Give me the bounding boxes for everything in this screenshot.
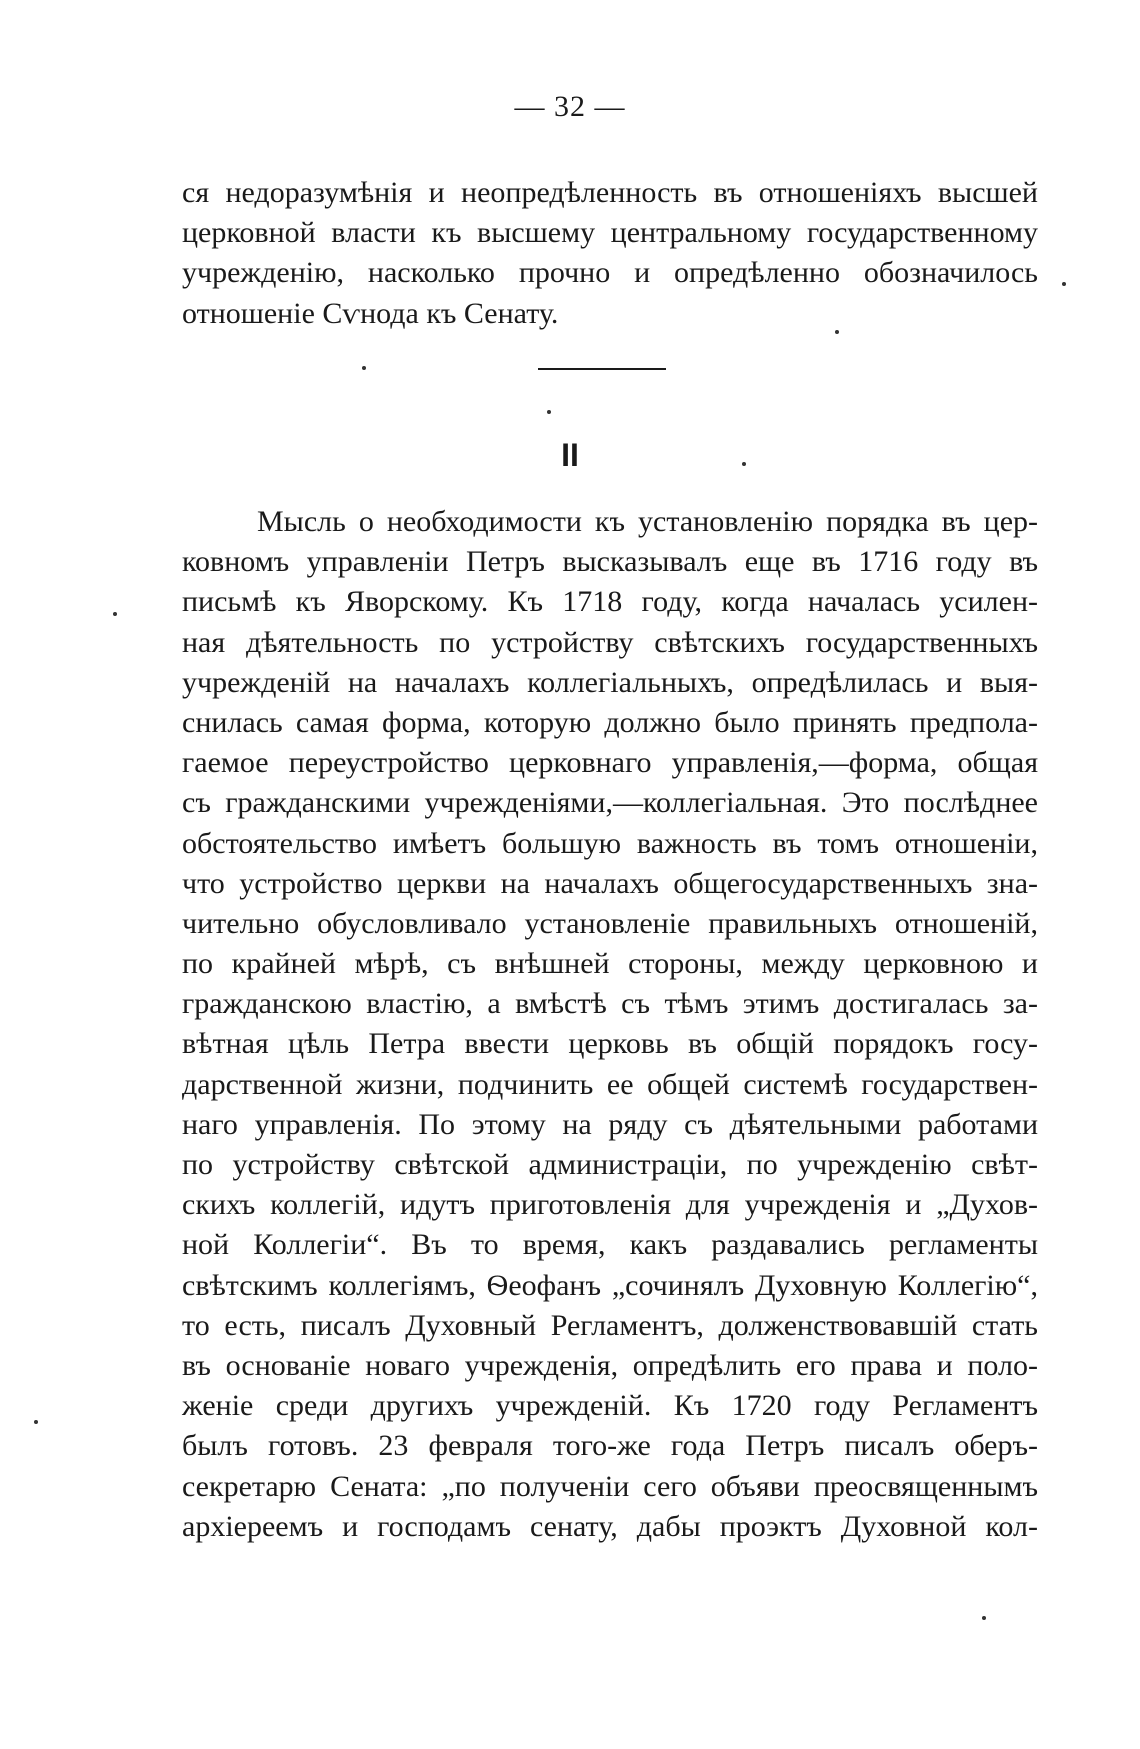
section-heading: II [561, 437, 579, 473]
text-line: обстоятельство имѣетъ большую важность въ томъ отношеніи, [182, 826, 1038, 860]
text-line: учрежденію, насколько прочно и опредѣленно обозначилось [182, 256, 1038, 290]
body-paragraph [182, 502, 1038, 1547]
text-line: дарственной жизни, подчинить ее общей системѣ государствен- [182, 1067, 1038, 1101]
scan-speck [113, 612, 117, 616]
text-line: церковной власти къ высшему центральному государственному [182, 216, 1038, 250]
scan-speck [742, 462, 746, 466]
text-line: ся недоразумѣнія и неопредѣленность въ отношеніяхъ высшей [182, 176, 1038, 209]
scan-speck [835, 330, 839, 334]
text-line: по крайней мѣрѣ, съ внѣшней стороны, между церковною и [182, 947, 1038, 981]
text-line: свѣтскимъ коллегіямъ, Ѳеофанъ „сочинялъ Духовную Коллегію“, [182, 1268, 1038, 1302]
text-line: скихъ коллегій, идутъ приготовленія для учрежденія и „Духов- [182, 1188, 1038, 1222]
text-line: ной Коллегіи“. Въ то время, какъ раздавались регламенты [182, 1228, 1038, 1262]
text-line: гражданскою властію, а вмѣстѣ съ тѣмъ этимъ достигалась за- [182, 987, 1038, 1021]
text-line: по устройству свѣтской администраціи, по учрежденію свѣт- [182, 1148, 1038, 1181]
text-line: чительно обусловливало установленіе правильныхъ отношеній, [182, 906, 1038, 940]
scan-speck [362, 366, 366, 370]
scan-speck [547, 410, 551, 414]
scan-speck [1062, 282, 1066, 286]
text-line: былъ готовъ. 23 февраля того-же года Петръ писалъ оберъ- [182, 1429, 1038, 1463]
text-line: гаемое переустройство церковнаго управленія,—форма, общая [182, 746, 1038, 780]
text-line: въ основаніе новаго учрежденія, опредѣлить его права и поло- [182, 1348, 1038, 1382]
scan-speck [982, 1616, 986, 1620]
text-line: снилась самая форма, которую должно было принять предпола- [182, 705, 1038, 739]
section-separator-rule [538, 368, 666, 370]
text-line: наго управленія. По этому на ряду съ дѣятельными работами [182, 1107, 1038, 1141]
text-line: отношеніе Сѵнода къ Сенату. [182, 296, 559, 330]
text-line: ная дѣятельность по устройству свѣтскихъ государственныхъ [182, 625, 1038, 659]
text-line: съ гражданскими учрежденіями,—коллегіальная. Это послѣднее [182, 786, 1038, 820]
text-line: ковномъ управленіи Петръ высказывалъ еще въ 1716 году въ [182, 545, 1038, 579]
text-line: что устройство церкви на началахъ общегосударственныхъ зна- [182, 866, 1038, 900]
text-line: письмѣ къ Яворскому. Къ 1718 году, когда началась усилен- [182, 585, 1038, 619]
scan-speck [34, 1420, 38, 1424]
text-line: вѣтная цѣль Петра ввести церковь въ общій порядокъ госу- [182, 1027, 1038, 1061]
text-line: архіереемъ и господамъ сенату, дабы проэктъ Духовной кол- [182, 1509, 1038, 1543]
page-number: — 32 — [514, 90, 626, 123]
text-line: то есть, писалъ Духовный Регламентъ, долженствовавшій стать [182, 1308, 1038, 1342]
text-line: учрежденій на началахъ коллегіальныхъ, опредѣлилась и выя- [182, 665, 1038, 699]
text-line: Мысль о необходимости къ установленію порядка въ цер- [257, 505, 1038, 538]
continuation-paragraph [182, 173, 1038, 334]
text-line: секретарю Сената: „по полученіи сего объяви преосвященнымъ [182, 1469, 1038, 1503]
text-line: женіе среди другихъ учрежденій. Къ 1720 году Регламентъ [182, 1389, 1038, 1423]
